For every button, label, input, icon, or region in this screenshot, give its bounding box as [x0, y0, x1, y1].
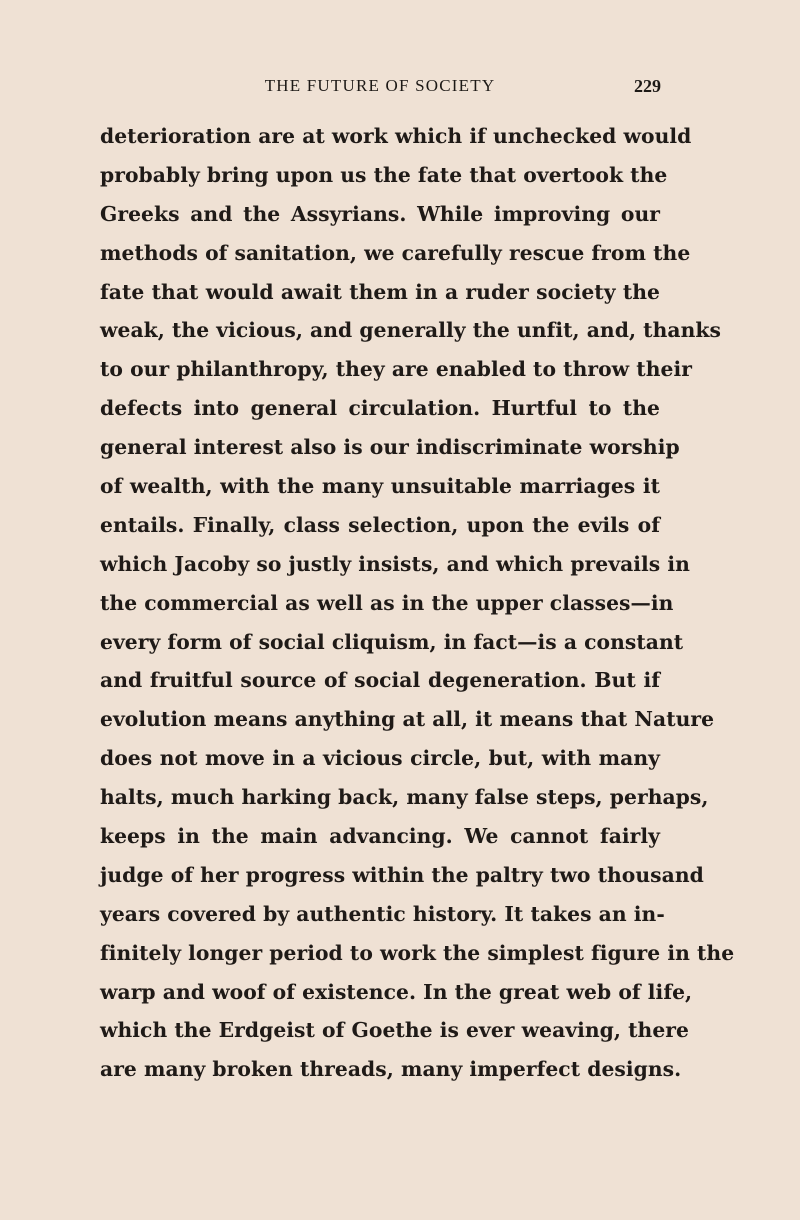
text-line: of wealth, with the many unsuitable marriages it: [100, 474, 660, 499]
text-line: keeps in the main advancing. We cannot fairly: [100, 824, 660, 849]
text-line: to our philanthropy, they are enabled to throw their: [100, 357, 692, 382]
text-line: years covered by authentic history. It takes an in-: [100, 901, 665, 926]
text-line: probably bring upon us the fate that overtook the: [100, 162, 668, 187]
text-line: finitely longer period to work the simplest figure in the: [100, 940, 735, 965]
text-line: and fruitful source of social degeneration. But if: [100, 668, 660, 693]
running-title: THE FUTURE OF SOCIETY: [264, 76, 496, 95]
text-line: fate that would await them in a ruder society the: [100, 279, 660, 304]
text-line: weak, the vicious, and generally the unfit, and, thanks: [100, 318, 721, 343]
text-line: every form of social cliquism, in fact—is a constant: [100, 629, 684, 654]
text-line: deterioration are at work which if unchecked would: [100, 124, 692, 148]
text-line: which Jacoby so justly insists, and which prevails in: [100, 551, 690, 576]
running-head: [100, 72, 660, 100]
text-line: general interest also is our indiscriminate worship: [100, 435, 680, 460]
text-line: halts, much harking back, many false steps, perhaps,: [100, 785, 709, 810]
text-line: evolution means anything at all, it means that Nature: [100, 707, 715, 732]
text-line: methods of sanitation, we carefully rescue from the: [100, 240, 691, 265]
text-line: defects into general circulation. Hurtful to the: [100, 396, 660, 421]
text-line: are many broken threads, many imperfect designs.: [100, 1057, 682, 1082]
page-number: 229: [634, 76, 661, 96]
text-line: warp and woof of existence. In the great web of life,: [100, 979, 693, 1004]
body-text: [100, 117, 735, 1089]
text-line: Greeks and the Assyrians. While improving our: [100, 201, 660, 226]
text-line: does not move in a vicious circle, but, with many: [100, 746, 660, 771]
text-line: the commercial as well as in the upper classes—in: [100, 590, 674, 615]
text-line: which the Erdgeist of Goethe is ever weaving, there: [100, 1018, 689, 1043]
text-line: entails. Finally, class selection, upon the evils of: [100, 512, 660, 537]
text-line: judge of her progress within the paltry two thousand: [100, 862, 704, 887]
